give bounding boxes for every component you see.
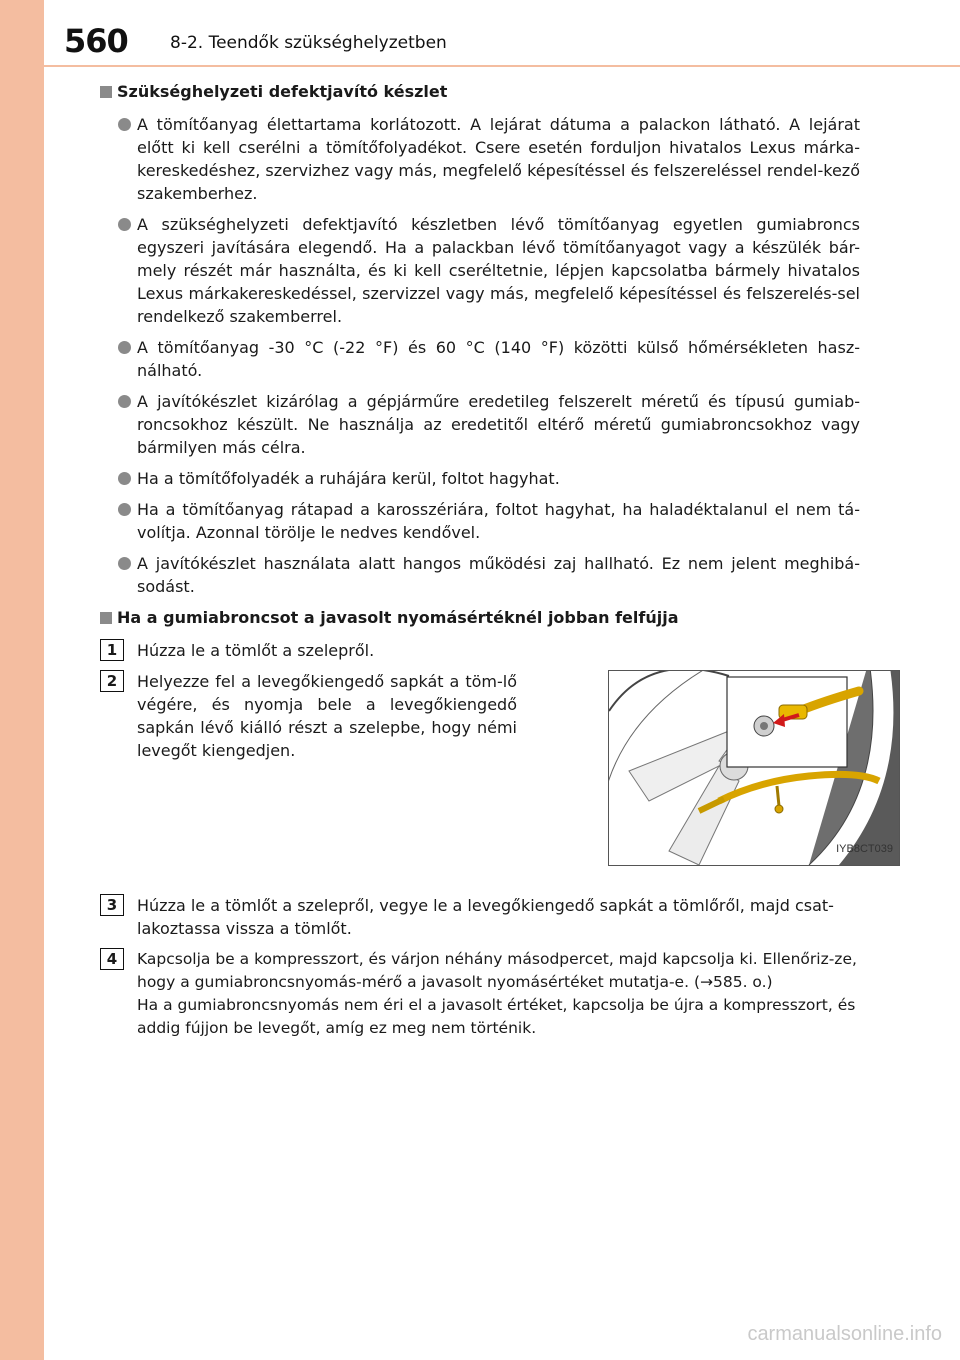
- list-item-text: Ha a tömítőfolyadék a ruhájára kerül, foltot hagyhat.: [137, 469, 560, 488]
- list-item: [100, 467, 860, 490]
- step-text: Kapcsolja be a kompresszort, és várjon néhány másodpercet, majd kapcsolja ki. Ellenőriz-ze, hogy a gumiabroncsnyomás-mérő a javasolt nyomásértéket mutatja-e. (→585. o.): [137, 950, 857, 991]
- circle-bullet-icon: [118, 118, 131, 131]
- list-item: [100, 213, 860, 328]
- section-heading-text: Ha a gumiabroncsot a javasolt nyomásértéknél jobban felfújja: [117, 608, 679, 627]
- list-item: [100, 390, 860, 459]
- step-1: [100, 639, 860, 662]
- step-number-badge: 2: [100, 670, 124, 692]
- circle-bullet-icon: [118, 503, 131, 516]
- circle-bullet-icon: [118, 395, 131, 408]
- list-item-text: A javítókészlet használata alatt hangos működési zaj hallható. Ez nem jelent meghibá-sodást.: [137, 554, 860, 596]
- list-item-text: A tömítőanyag -30 °C (-22 °F) és 60 °C (140 °F) közötti külső hőmérsékleten hasz-nálható.: [137, 338, 860, 380]
- section-heading-repair-kit: [100, 80, 860, 103]
- step-number-badge: 4: [100, 948, 124, 970]
- circle-bullet-icon: [118, 218, 131, 231]
- wheel-valve-drawing: [609, 671, 899, 865]
- list-item: [100, 552, 860, 598]
- step-2: [100, 670, 893, 866]
- circle-bullet-icon: [118, 557, 131, 570]
- list-item-text: A tömítőanyag élettartama korlátozott. A lejárat dátuma a palackon látható. A lejárat előtt ki kell cserélni a tömítőfolyadékot. Csere esetén forduljon hivatalos Lexus márka-kereskedéshez, szervizhez vagy más, megfelelő képesítéssel és felszereléssel rendel-kező szakemberhez.: [137, 115, 860, 203]
- figure-code: IYB8CT039: [836, 843, 893, 855]
- list-item: [100, 336, 860, 382]
- chapter-title: 8-2. Teendők szükséghelyzetben: [170, 33, 447, 53]
- list-item-text: A szükséghelyzeti defektjavító készletben lévő tömítőanyag egyetlen gumiabroncs egyszeri javítására elegendő. Ha a palackban lévő tömítőanyagot vagy a készülék bár-mely részét már használta, és ki kell cseréltetnie, lépjen kapcsolatba bármely hivatalos Lexus márkakereskedéssel, szervizzel vagy más, megfelelő képesítéssel és felszerelés-sel rendelkező szakemberrel.: [137, 215, 860, 326]
- list-item-text: A javítókészlet kizárólag a gépjárműre eredetileg felszerelt méretű és típusú gumiab-roncsokhoz készült. Ne használja az eredetitől eltérő méretű gumiabroncsokhoz vagy bármilyen más célra.: [137, 392, 860, 457]
- list-item: [100, 498, 860, 544]
- tire-valve-illustration: [608, 670, 900, 866]
- circle-bullet-icon: [118, 341, 131, 354]
- section-heading-overinflation: [100, 606, 860, 629]
- step-text: Helyezze fel a levegőkiengedő sapkát a töm-lő végére, és nyomja bele a levegőkiengedő sapkán lévő kiálló részt a szelepbe, hogy némi levegőt kiengedjen.: [137, 672, 517, 760]
- step-number-badge: 3: [100, 894, 124, 916]
- header-divider: [44, 65, 960, 67]
- step-3: [100, 894, 860, 940]
- step-text-continued: Ha a gumiabroncsnyomás nem éri el a javasolt értéket, kapcsolja be újra a kompresszort, és addig fújjon be levegőt, amíg ez meg nem történik.: [137, 996, 856, 1037]
- page-content: [100, 76, 893, 1048]
- list-item-text: Ha a tömítőanyag rátapad a karosszériára, foltot hagyhat, ha haladéktalanul el nem tá-volítja. Azonnal törölje le nedves kendővel.: [137, 500, 860, 542]
- step-4: [100, 948, 860, 1040]
- step-text: Húzza le a tömlőt a szelepről, vegye le a levegőkiengedő sapkát a tömlőről, majd csat-lakoztassa vissza a tömlőt.: [137, 896, 834, 938]
- side-tab-band: [0, 0, 44, 1360]
- list-item: [100, 113, 860, 205]
- square-bullet-icon: [100, 612, 112, 624]
- watermark: carmanualsonline.info: [747, 1323, 942, 1345]
- section-heading-text: Szükséghelyzeti defektjavító készlet: [117, 82, 448, 101]
- square-bullet-icon: [100, 86, 112, 98]
- step-number-badge: 1: [100, 639, 124, 661]
- step-text: Húzza le a tömlőt a szelepről.: [137, 641, 375, 660]
- page-number: 560: [64, 22, 128, 60]
- circle-bullet-icon: [118, 472, 131, 485]
